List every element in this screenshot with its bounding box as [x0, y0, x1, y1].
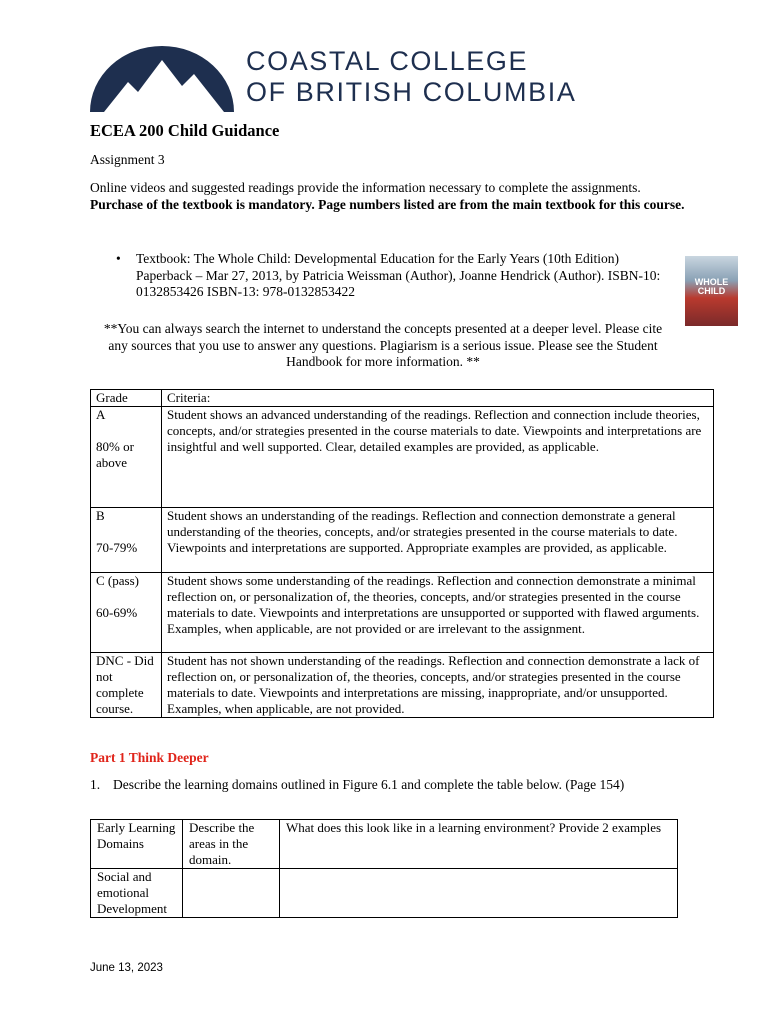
question-number: 1. — [90, 777, 101, 792]
question-1 — [90, 777, 650, 794]
college-name: COASTAL COLLEGE OF BRITISH COLUMBIA — [246, 46, 577, 107]
table-header-row — [91, 820, 678, 869]
table-row — [91, 653, 714, 718]
learning-domains-table — [90, 819, 678, 918]
domain-cell: Social and emotional Development — [91, 869, 183, 918]
book-cover-title: WHOLE CHILD — [694, 277, 729, 296]
table-header-row — [91, 390, 714, 407]
intro-paragraph — [90, 180, 690, 213]
textbook-info: Textbook: The Whole Child: Developmental Education for the Early Years (10th Edition) Paperback – Mar 27, 2013, by Patricia Weissman (Author), Joanne Hendrick (Author). ISBN-10: 0132853426 ISBN-13: 978-0132853422 — [136, 251, 661, 299]
header-describe: Describe the areas in the domain. — [183, 820, 280, 869]
criteria-cell: Student has not shown understanding of the readings. Reflection and connection demonstrate a lack of reflection on, or personalization of, the theories, concepts, and/or strategies presented in the course materials to date. Viewpoints and interpretations are missing, inappropriate, and/or unsupported. Examples, when applicable, are not provided. — [162, 653, 714, 718]
intro-bold-text: Purchase of the textbook is mandatory. Page numbers listed are from the main textbook for this course. — [90, 196, 685, 212]
describe-cell[interactable] — [183, 869, 280, 918]
header-criteria: Criteria: — [162, 390, 714, 407]
criteria-cell: Student shows some understanding of the readings. Reflection and connection demonstrate a minimal reflection on, or personalization of, the theories, concepts, and/or strategies presented in the course materials to date. Viewpoints and interpretations are unsupported or supported with flawed arguments. Examples, when applicable, are not provided or are irrelevant to the assignment. — [162, 573, 714, 653]
part1-title: Part 1 Think Deeper — [90, 750, 209, 765]
header-examples: What does this look like in a learning environment? Provide 2 examples — [280, 820, 678, 869]
book-cover-image — [685, 256, 738, 326]
assignment-label: Assignment 3 — [90, 152, 165, 167]
grade-cell: DNC - Did not complete course. — [91, 653, 162, 718]
mountain-logo-mark — [90, 46, 234, 112]
grading-table — [90, 389, 714, 718]
footer-date: June 13, 2023 — [90, 962, 163, 974]
textbook-bullet — [116, 251, 676, 301]
table-row — [91, 407, 714, 508]
header-grade: Grade — [91, 390, 162, 407]
grade-cell: A 80% or above — [91, 407, 162, 508]
bullet-icon: • — [116, 251, 121, 266]
grade-cell: B 70-79% — [91, 508, 162, 573]
grade-cell: C (pass) 60-69% — [91, 573, 162, 653]
criteria-cell: Student shows an understanding of the readings. Reflection and connection demonstrate a general understanding of the theories, concepts, and/or strategies presented in the course materials to date. Viewpoints and interpretations are supported. Appropriate examples are provided, as applicable. — [162, 508, 714, 573]
criteria-cell: Student shows an advanced understanding of the readings. Reflection and connection include theories, concepts, and/or strategies presented in the course materials to date. Viewpoints and interpretations are insightful and well supported. Clear, detailed examples are provided, as applicable. — [162, 407, 714, 508]
table-row — [91, 573, 714, 653]
intro-text: Online videos and suggested readings provide the information necessary to complete the assignments. — [90, 180, 641, 195]
question-text: Describe the learning domains outlined in Figure 6.1 and complete the table below. (Page 154) — [113, 777, 625, 792]
header-domains: Early Learning Domains — [91, 820, 183, 869]
course-title: ECEA 200 Child Guidance — [90, 121, 280, 140]
table-row — [91, 508, 714, 573]
plagiarism-note: **You can always search the internet to understand the concepts presented at a deeper level. Please cite any sources that you use to answer any questions. Plagiarism is a serious issue. Please see the Student Handbook for more information. ** — [103, 321, 663, 369]
table-row — [91, 869, 678, 918]
examples-cell[interactable] — [280, 869, 678, 918]
